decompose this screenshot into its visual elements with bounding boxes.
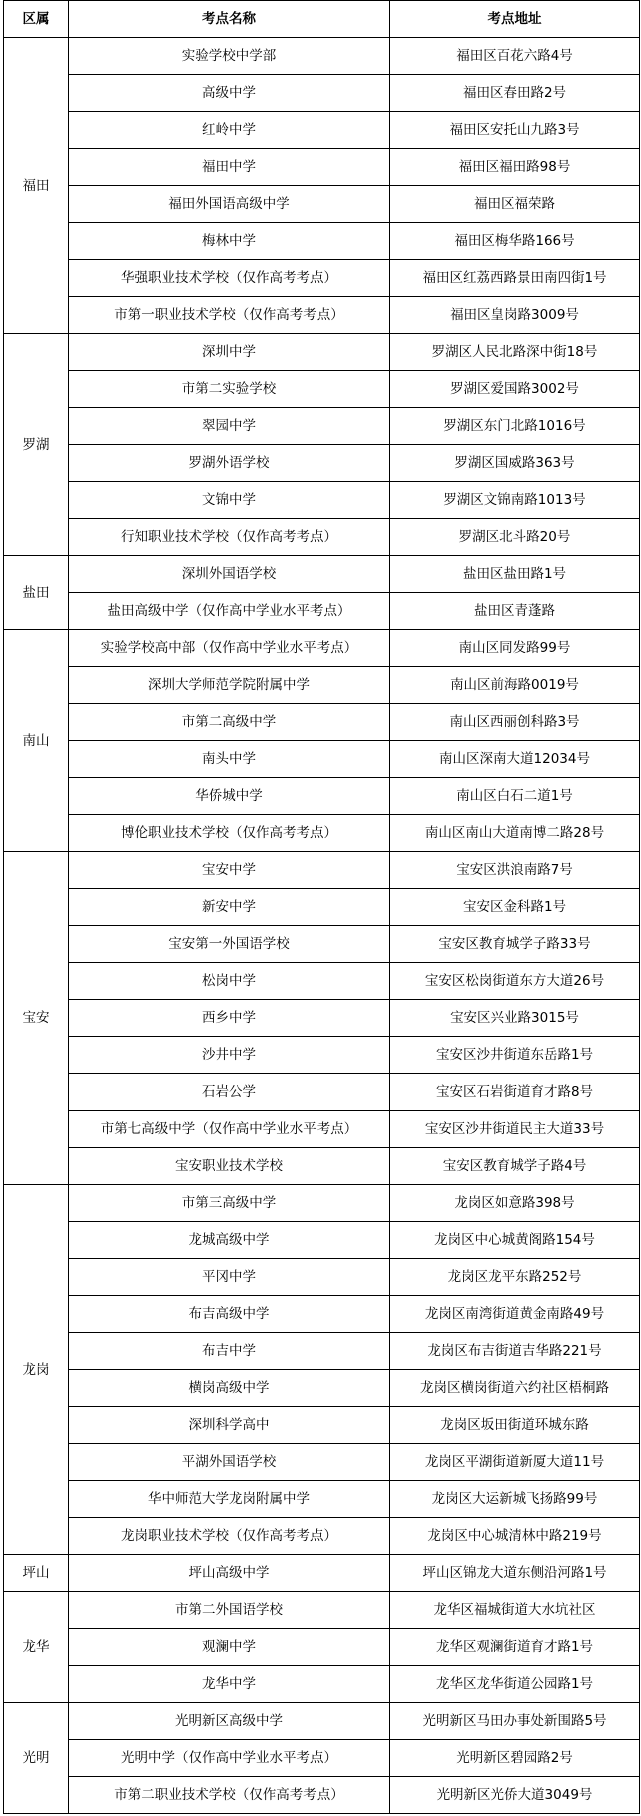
site-address-cell: 南山区南山大道南博二路28号	[390, 815, 640, 852]
table-row	[4, 408, 640, 445]
site-address-cell: 龙华区观澜街道育才路1号	[390, 1629, 640, 1666]
district-cell: 光明	[4, 1703, 69, 1814]
table-row	[4, 741, 640, 778]
site-address-cell: 南山区前海路0019号	[390, 667, 640, 704]
site-address-cell: 福田区福荣路	[390, 186, 640, 223]
site-name-cell: 光明新区高级中学	[69, 1703, 390, 1740]
site-address-cell: 罗湖区北斗路20号	[390, 519, 640, 556]
site-name-cell: 市第二职业技术学校（仅作高考考点）	[69, 1777, 390, 1814]
site-address-cell: 罗湖区人民北路深中街18号	[390, 334, 640, 371]
site-address-cell: 罗湖区文锦南路1013号	[390, 482, 640, 519]
table-row	[4, 112, 640, 149]
table-row	[4, 1703, 640, 1740]
table-row	[4, 852, 640, 889]
table-row	[4, 1740, 640, 1777]
site-address-cell: 福田区皇岗路3009号	[390, 297, 640, 334]
table-body	[4, 38, 640, 1814]
site-address-cell: 龙岗区如意路398号	[390, 1185, 640, 1222]
district-cell: 南山	[4, 630, 69, 852]
site-address-cell: 龙岗区大运新城飞扬路99号	[390, 1481, 640, 1518]
site-address-cell: 龙岗区龙平东路252号	[390, 1259, 640, 1296]
table-row	[4, 223, 640, 260]
site-name-cell: 观澜中学	[69, 1629, 390, 1666]
table-row	[4, 889, 640, 926]
site-name-cell: 深圳科学高中	[69, 1407, 390, 1444]
table-row	[4, 1592, 640, 1629]
site-address-cell: 光明新区马田办事处新围路5号	[390, 1703, 640, 1740]
site-name-cell: 实验学校中学部	[69, 38, 390, 75]
site-name-cell: 平冈中学	[69, 1259, 390, 1296]
site-name-cell: 深圳外国语学校	[69, 556, 390, 593]
site-address-cell: 龙岗区横岗街道六约社区梧桐路	[390, 1370, 640, 1407]
table-row	[4, 1296, 640, 1333]
table-row	[4, 1407, 640, 1444]
site-name-cell: 博伦职业技术学校（仅作高考考点）	[69, 815, 390, 852]
site-name-cell: 华强职业技术学校（仅作高考考点）	[69, 260, 390, 297]
site-address-cell: 龙岗区中心城清林中路219号	[390, 1518, 640, 1555]
district-cell: 宝安	[4, 852, 69, 1185]
district-cell: 龙华	[4, 1592, 69, 1703]
site-name-cell: 沙井中学	[69, 1037, 390, 1074]
site-name-cell: 高级中学	[69, 75, 390, 112]
site-address-cell: 盐田区盐田路1号	[390, 556, 640, 593]
site-name-cell: 文锦中学	[69, 482, 390, 519]
table-row	[4, 371, 640, 408]
table-row	[4, 1222, 640, 1259]
site-address-cell: 龙岗区中心城黄阁路154号	[390, 1222, 640, 1259]
table-row	[4, 704, 640, 741]
site-address-cell: 福田区安托山九路3号	[390, 112, 640, 149]
district-cell: 盐田	[4, 556, 69, 630]
table-row	[4, 667, 640, 704]
site-name-cell: 龙城高级中学	[69, 1222, 390, 1259]
site-name-cell: 横岗高级中学	[69, 1370, 390, 1407]
table-row	[4, 1666, 640, 1703]
site-address-cell: 罗湖区国威路363号	[390, 445, 640, 482]
site-name-cell: 福田外国语高级中学	[69, 186, 390, 223]
table-row	[4, 260, 640, 297]
site-name-cell: 宝安第一外国语学校	[69, 926, 390, 963]
site-address-cell: 光明新区光侨大道3049号	[390, 1777, 640, 1814]
site-name-cell: 翠园中学	[69, 408, 390, 445]
site-address-cell: 福田区福田路98号	[390, 149, 640, 186]
site-name-cell: 市第一职业技术学校（仅作高考考点）	[69, 297, 390, 334]
table-row	[4, 1518, 640, 1555]
table-row	[4, 778, 640, 815]
table-row	[4, 75, 640, 112]
site-address-cell: 南山区同发路99号	[390, 630, 640, 667]
site-address-cell: 福田区红荔西路景田南四街1号	[390, 260, 640, 297]
header-site-name: 考点名称	[69, 1, 390, 38]
table-row	[4, 1074, 640, 1111]
table-row	[4, 1370, 640, 1407]
site-address-cell: 南山区西丽创科路3号	[390, 704, 640, 741]
table-row	[4, 556, 640, 593]
site-name-cell: 西乡中学	[69, 1000, 390, 1037]
site-address-cell: 宝安区沙井街道东岳路1号	[390, 1037, 640, 1074]
table-row	[4, 445, 640, 482]
site-name-cell: 行知职业技术学校（仅作高考考点）	[69, 519, 390, 556]
table-row	[4, 963, 640, 1000]
site-address-cell: 南山区深南大道12034号	[390, 741, 640, 778]
site-address-cell: 福田区百花六路4号	[390, 38, 640, 75]
table-row	[4, 186, 640, 223]
site-name-cell: 华侨城中学	[69, 778, 390, 815]
site-name-cell: 龙岗职业技术学校（仅作高考考点）	[69, 1518, 390, 1555]
site-name-cell: 南头中学	[69, 741, 390, 778]
site-address-cell: 南山区白石二道1号	[390, 778, 640, 815]
site-address-cell: 宝安区教育城学子路33号	[390, 926, 640, 963]
table-row	[4, 334, 640, 371]
site-name-cell: 实验学校高中部（仅作高中学业水平考点）	[69, 630, 390, 667]
site-address-cell: 宝安区沙井街道民主大道33号	[390, 1111, 640, 1148]
site-name-cell: 布吉高级中学	[69, 1296, 390, 1333]
site-address-cell: 光明新区碧园路2号	[390, 1740, 640, 1777]
site-address-cell: 坪山区锦龙大道东侧沿河路1号	[390, 1555, 640, 1592]
site-name-cell: 坪山高级中学	[69, 1555, 390, 1592]
site-address-cell: 龙岗区南湾街道黄金南路49号	[390, 1296, 640, 1333]
table-row	[4, 482, 640, 519]
table-row	[4, 1037, 640, 1074]
site-name-cell: 盐田高级中学（仅作高中学业水平考点）	[69, 593, 390, 630]
site-name-cell: 深圳中学	[69, 334, 390, 371]
table-row	[4, 1555, 640, 1592]
table-row	[4, 1333, 640, 1370]
site-address-cell: 宝安区教育城学子路4号	[390, 1148, 640, 1185]
site-address-cell: 龙华区龙华街道公园路1号	[390, 1666, 640, 1703]
exam-site-table	[3, 0, 640, 1814]
site-name-cell: 新安中学	[69, 889, 390, 926]
site-name-cell: 市第二实验学校	[69, 371, 390, 408]
table-row	[4, 1148, 640, 1185]
site-name-cell: 市第二外国语学校	[69, 1592, 390, 1629]
site-name-cell: 罗湖外语学校	[69, 445, 390, 482]
site-name-cell: 深圳大学师范学院附属中学	[69, 667, 390, 704]
site-name-cell: 梅林中学	[69, 223, 390, 260]
site-address-cell: 宝安区石岩街道育才路8号	[390, 1074, 640, 1111]
table-row	[4, 149, 640, 186]
site-address-cell: 龙华区福城街道大水坑社区	[390, 1592, 640, 1629]
table-row	[4, 815, 640, 852]
site-name-cell: 华中师范大学龙岗附属中学	[69, 1481, 390, 1518]
site-name-cell: 福田中学	[69, 149, 390, 186]
site-address-cell: 宝安区兴业路3015号	[390, 1000, 640, 1037]
table-row	[4, 1444, 640, 1481]
site-name-cell: 市第七高级中学（仅作高中学业水平考点）	[69, 1111, 390, 1148]
header-row	[4, 1, 640, 38]
site-name-cell: 龙华中学	[69, 1666, 390, 1703]
site-address-cell: 罗湖区爱国路3002号	[390, 371, 640, 408]
site-address-cell: 龙岗区平湖街道新厦大道11号	[390, 1444, 640, 1481]
site-name-cell: 红岭中学	[69, 112, 390, 149]
district-cell: 罗湖	[4, 334, 69, 556]
table-row	[4, 630, 640, 667]
table-row	[4, 593, 640, 630]
district-cell: 龙岗	[4, 1185, 69, 1555]
table-row	[4, 1185, 640, 1222]
table-row	[4, 519, 640, 556]
site-name-cell: 松岗中学	[69, 963, 390, 1000]
site-address-cell: 福田区梅华路166号	[390, 223, 640, 260]
site-address-cell: 福田区春田路2号	[390, 75, 640, 112]
table-row	[4, 297, 640, 334]
site-name-cell: 石岩公学	[69, 1074, 390, 1111]
table-row	[4, 1111, 640, 1148]
table-row	[4, 1629, 640, 1666]
district-cell: 坪山	[4, 1555, 69, 1592]
table-row	[4, 926, 640, 963]
table-row	[4, 38, 640, 75]
site-name-cell: 布吉中学	[69, 1333, 390, 1370]
table-row	[4, 1777, 640, 1814]
site-name-cell: 市第三高级中学	[69, 1185, 390, 1222]
site-address-cell: 龙岗区布吉街道吉华路221号	[390, 1333, 640, 1370]
table-row	[4, 1259, 640, 1296]
site-name-cell: 平湖外国语学校	[69, 1444, 390, 1481]
site-name-cell: 宝安职业技术学校	[69, 1148, 390, 1185]
header-site-address: 考点地址	[390, 1, 640, 38]
header-district: 区属	[4, 1, 69, 38]
site-address-cell: 龙岗区坂田街道环城东路	[390, 1407, 640, 1444]
district-cell: 福田	[4, 38, 69, 334]
table-row	[4, 1481, 640, 1518]
site-address-cell: 宝安区松岗街道东方大道26号	[390, 963, 640, 1000]
site-name-cell: 光明中学（仅作高中学业水平考点）	[69, 1740, 390, 1777]
site-name-cell: 宝安中学	[69, 852, 390, 889]
site-address-cell: 盐田区青蓬路	[390, 593, 640, 630]
table-row	[4, 1000, 640, 1037]
site-address-cell: 罗湖区东门北路1016号	[390, 408, 640, 445]
site-address-cell: 宝安区洪浪南路7号	[390, 852, 640, 889]
site-address-cell: 宝安区金科路1号	[390, 889, 640, 926]
site-name-cell: 市第二高级中学	[69, 704, 390, 741]
